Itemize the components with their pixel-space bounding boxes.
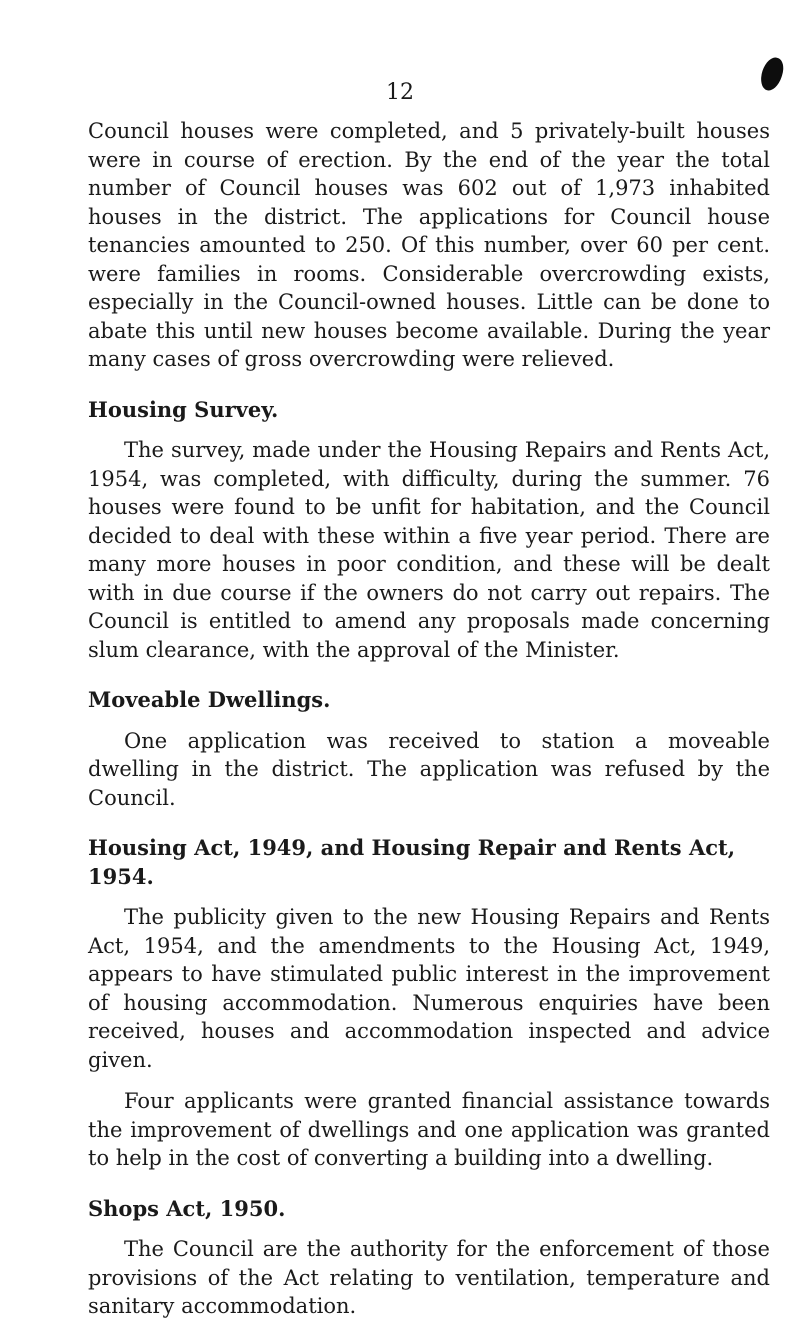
shops-act-paragraph: The Council are the authority for the enforcement of those provisions of the Act relating to ventilation, temperature and sanitary accommodation.	[88, 1237, 770, 1318]
heading-housing-survey: Housing Survey.	[88, 396, 279, 422]
heading-moveable-dwellings: Moveable Dwellings.	[88, 687, 331, 712]
moveable-dwellings-paragraph: One application was received to station a moveable dwelling in the district. The application was refused by the Council.	[88, 728, 770, 810]
page-content	[88, 117, 770, 1321]
housing-survey-paragraph: The survey, made under the Housing Repairs and Rents Act, 1954, was completed, with difficulty, during the summer. 76 houses were found to be unfit for habitation, and the Council decided to deal with these within a five year period. There are many more houses in poor condition, and these will be dealt with in due course if the owners do not carry out repairs. The Council is entitled to amend any proposals made concerning slum clearance, with the approval of the Minister.	[88, 438, 770, 662]
intro-paragraph: Council houses were completed, and 5 privately-built houses were in course of erection. By the end of the year the total number of Council houses was 602 out of 1,973 inhabited houses in the district. The applications for Council house tenancies amounted to 250. Of this number, over 60 per cent. were families in rooms. Considerable overcrowding exists, especially in the Council-owned houses. Little can be done to abate this until new houses become available. During the year many cases of gross overcrowding were relieved.	[88, 119, 770, 371]
heading-housing-act: Housing Act, 1949, and Housing Repair and Rents Act, 1954.	[88, 835, 736, 889]
housing-act-paragraph-1: The publicity given to the new Housing Repairs and Rents Act, 1954, and the amendments to the Housing Act, 1949, appears to have stimulated public interest in the improvement of housing accommodation. Numerous enquiries have been received, houses and accommodation inspected and advice given.	[88, 905, 770, 1072]
housing-act-paragraph-2: Four applicants were granted financial assistance towards the improvement of dwellings and one application was granted to help in the cost of converting a building into a dwelling.	[88, 1089, 770, 1170]
page-number: 12	[386, 80, 414, 105]
heading-shops-act: Shops Act, 1950.	[88, 1195, 286, 1221]
